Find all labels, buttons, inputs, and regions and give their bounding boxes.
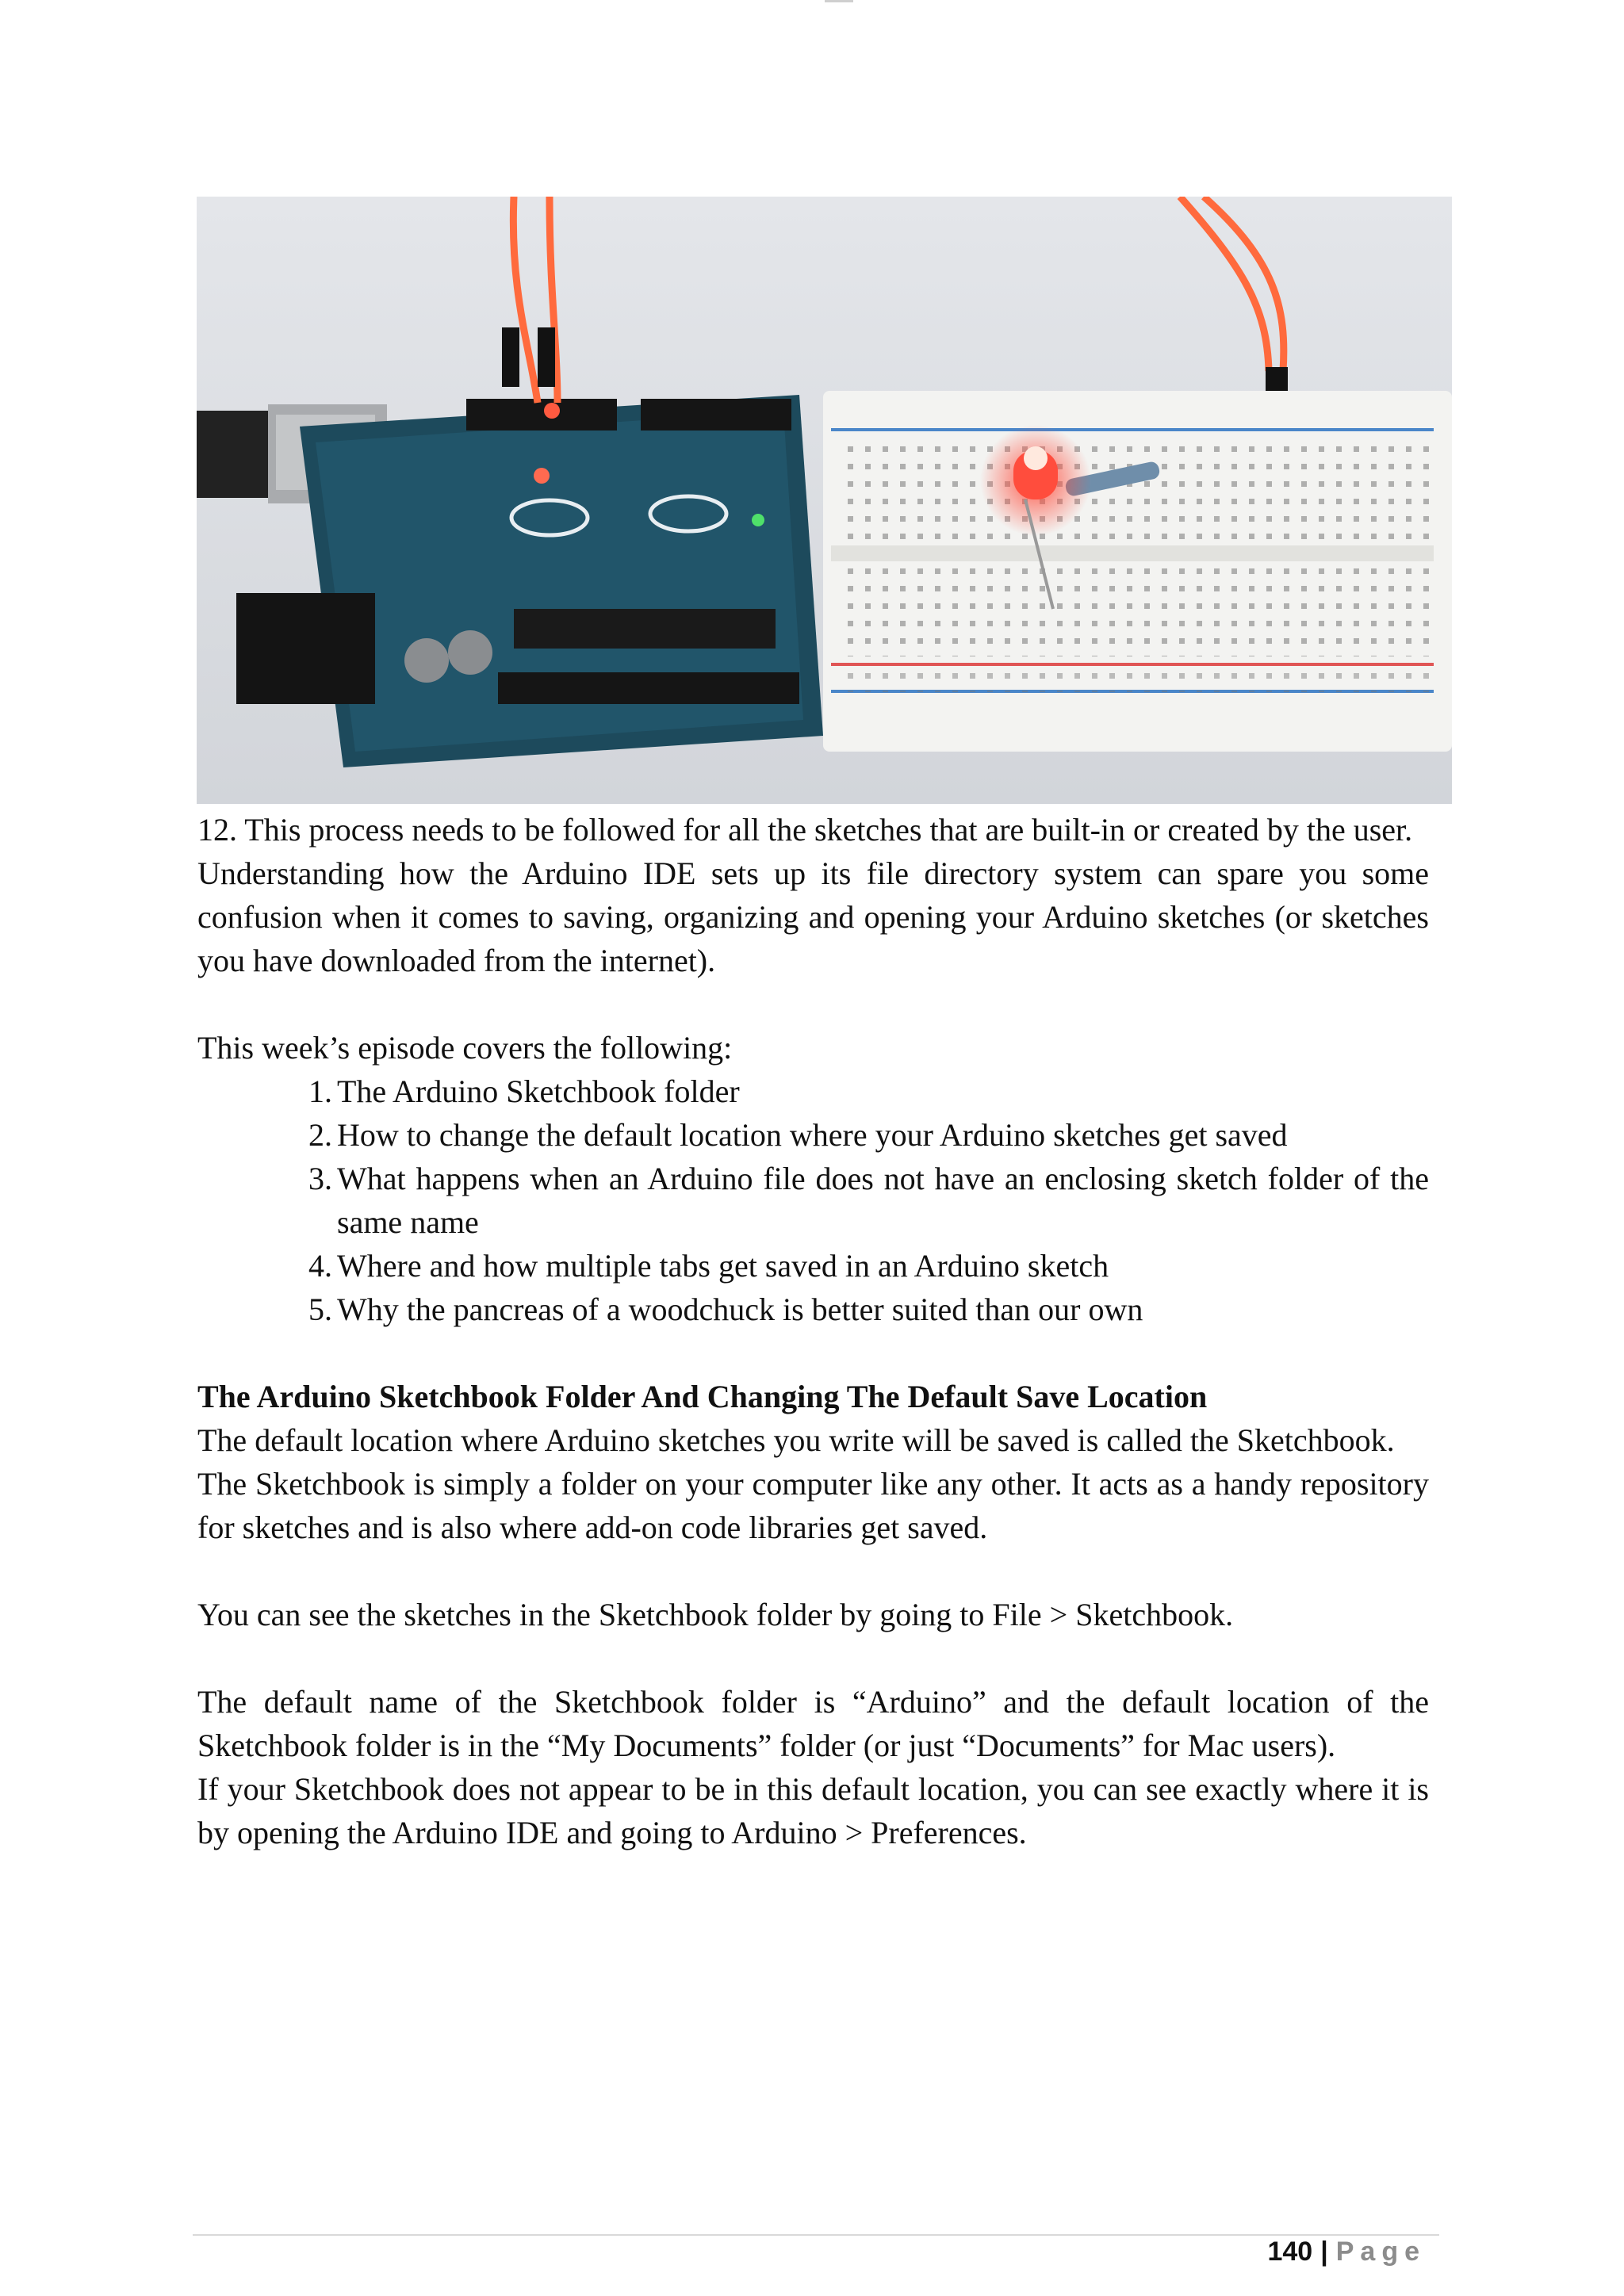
list-item-number: 2. xyxy=(308,1117,332,1153)
paragraph-sketchbook-definition: The default location where Arduino sketches you write will be saved is called the Sketchbook. xyxy=(197,1422,1395,1458)
paragraph-file-menu: You can see the sketches in the Sketchbook folder by going to File > Sketchbook. xyxy=(197,1597,1234,1632)
list-item-text: The Arduino Sketchbook folder xyxy=(337,1073,740,1109)
list-item xyxy=(197,1244,1429,1288)
footer-separator: | xyxy=(1320,2237,1328,2267)
list-item xyxy=(197,1070,1429,1113)
paragraph-preferences: If your Sketchbook does not appear to be in this default location, you can see exactly where it is by opening the Arduino IDE and going to Arduino > Preferences. xyxy=(197,1771,1429,1850)
paragraph-sketchbook-folder: The Sketchbook is simply a folder on your computer like any other. It acts as a handy repository for sketches and is also where add-on code libraries get saved. xyxy=(197,1466,1429,1545)
section-heading: The Arduino Sketchbook Folder And Changing The Default Save Location xyxy=(197,1379,1208,1414)
arduino-breadboard-photo xyxy=(197,197,1452,804)
footer-divider xyxy=(193,2234,1439,2236)
page-footer xyxy=(1267,2232,1426,2271)
body-text xyxy=(197,808,1429,1854)
list-item xyxy=(197,1113,1429,1157)
list-item xyxy=(197,1288,1429,1331)
page-number: 140 xyxy=(1267,2237,1313,2267)
list-item xyxy=(197,1157,1429,1244)
paragraph-episode-intro: This week’s episode covers the following: xyxy=(197,1030,733,1066)
paragraph-step-12: 12. This process needs to be followed for all the sketches that are built-in or created by the user. xyxy=(197,812,1413,848)
list-item-text: Why the pancreas of a woodchuck is better suited than our own xyxy=(337,1292,1143,1327)
header-mark xyxy=(825,0,853,2)
page-label: Page xyxy=(1335,2237,1426,2267)
list-item-number: 3. xyxy=(308,1161,332,1196)
paragraph-understanding: Understanding how the Arduino IDE sets up its file directory system can spare you some confusion when it comes to saving, organizing and opening your Arduino sketches (or sketches you have downloaded from the internet). xyxy=(197,855,1429,978)
list-item-number: 1. xyxy=(308,1073,332,1109)
list-item-number: 4. xyxy=(308,1248,332,1284)
list-item-text: How to change the default location where your Arduino sketches get saved xyxy=(337,1117,1288,1153)
list-item-number: 5. xyxy=(308,1292,332,1327)
episode-topics-list xyxy=(197,1070,1429,1331)
list-item-text: What happens when an Arduino file does not have an enclosing sketch folder of the same name xyxy=(337,1161,1429,1240)
paragraph-default-name: The default name of the Sketchbook folder is “Arduino” and the default location of the Sketchbook folder is in the “My Documents” folder (or just “Documents” for Mac users). xyxy=(197,1684,1429,1763)
list-item-text: Where and how multiple tabs get saved in an Arduino sketch xyxy=(337,1248,1109,1284)
